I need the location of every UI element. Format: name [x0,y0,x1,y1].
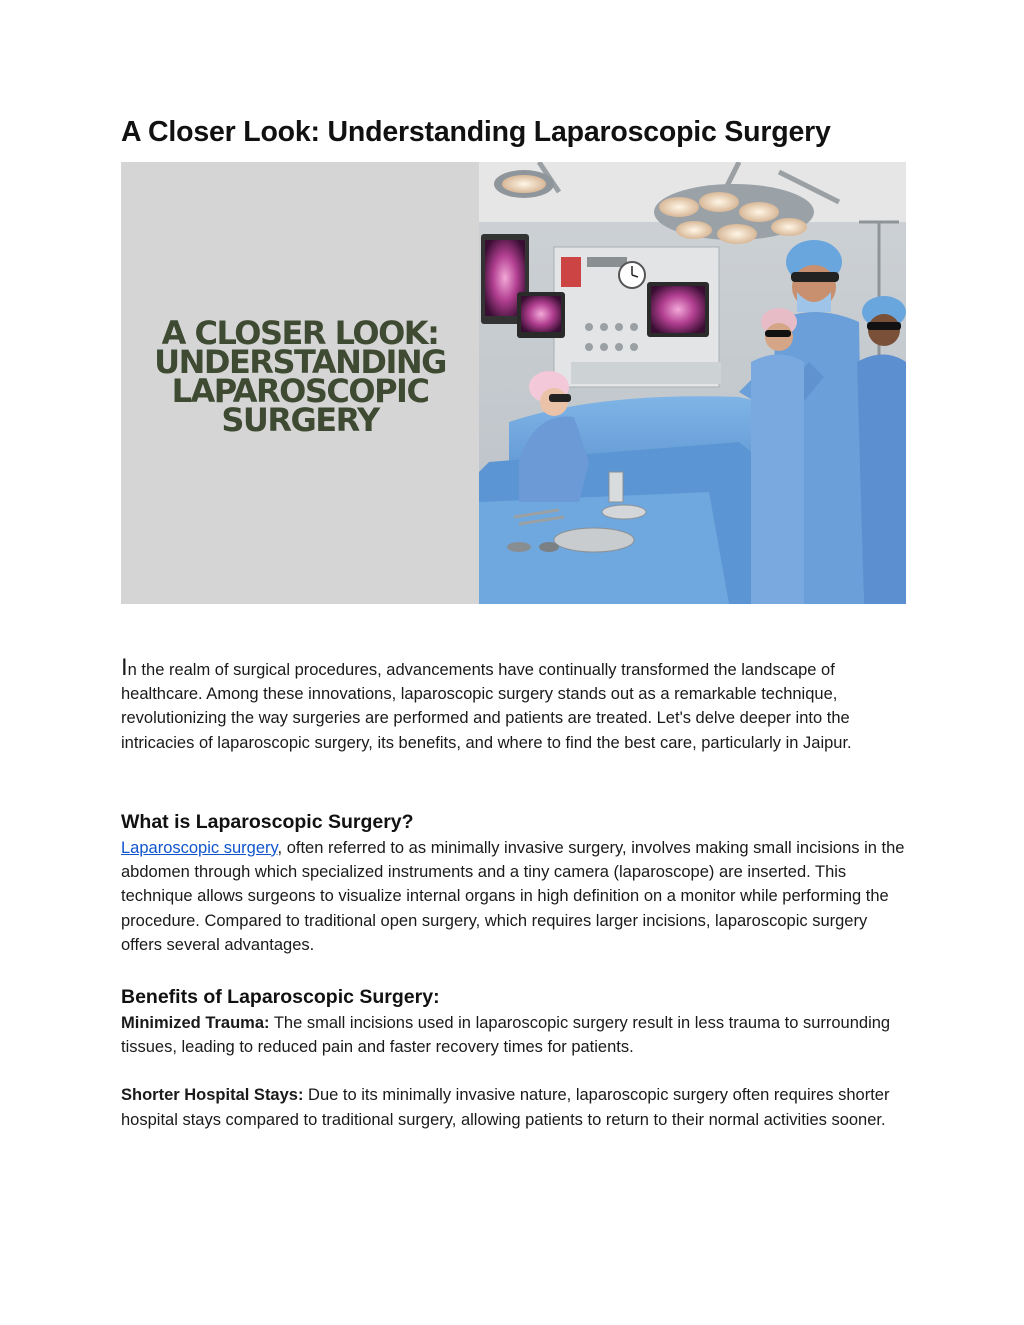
benefit-item [121,1011,906,1059]
what-is-text: , often referred to as minimally invasive surgery, involves making small incisions in the abdomen through which specialized instruments and a tiny camera (laparoscope) are inserted. This technique allows surgeons to visualize internal organs in high definition on a monitor while performing the procedure. Compared to traditional open surgery, which requires larger incisions, laparoscopic surgery offers several advantages. [121,839,905,954]
page-title: A Closer Look: Understanding Laparoscopic Surgery [121,116,831,148]
hero-text-panel [121,162,479,604]
laparoscopic-surgery-link[interactable]: Laparoscopic surgery [121,839,278,857]
what-is-paragraph [121,836,906,957]
dropcap: I [121,654,128,681]
benefit-text: The small incisions used in laparoscopic surgery result in less trauma to surrounding tissues, leading to reduced pain and faster recovery times for patients. [121,1014,891,1057]
benefit-text: Due to its minimally invasive nature, laparoscopic surgery often requires shorter hospital stays compared to traditional surgery, allowing patients to return to their normal activities sooner. [121,1086,890,1129]
benefits-heading: Benefits of Laparoscopic Surgery: [121,986,440,1008]
benefits-section [121,986,906,1132]
intro-section [121,654,906,755]
intro-paragraph [121,654,906,755]
what-is-heading: What is Laparoscopic Surgery? [121,811,414,833]
hero-overlay-text: A CLOSER LOOK: UNDERSTANDING LAPAROSCOPIC SURGERY [154,314,446,439]
intro-text: n the realm of surgical procedures, advancements have continually transformed the landscape of healthcare. Among these innovations, laparoscopic surgery stands out as a remarkable technique, revolutionizing the way surgeries are performed and patients are treated. Let's delve deeper into the intricacies of laparoscopic surgery, its benefits, and where to find the best care, particularly in Jaipur. [121,661,852,752]
what-is-section [121,811,906,957]
benefit-term: Shorter Hospital Stays: [121,1086,304,1105]
benefit-item [121,1083,906,1131]
hero-image [121,162,906,604]
benefit-term: Minimized Trauma: [121,1014,270,1032]
operating-room-photo [479,162,906,604]
